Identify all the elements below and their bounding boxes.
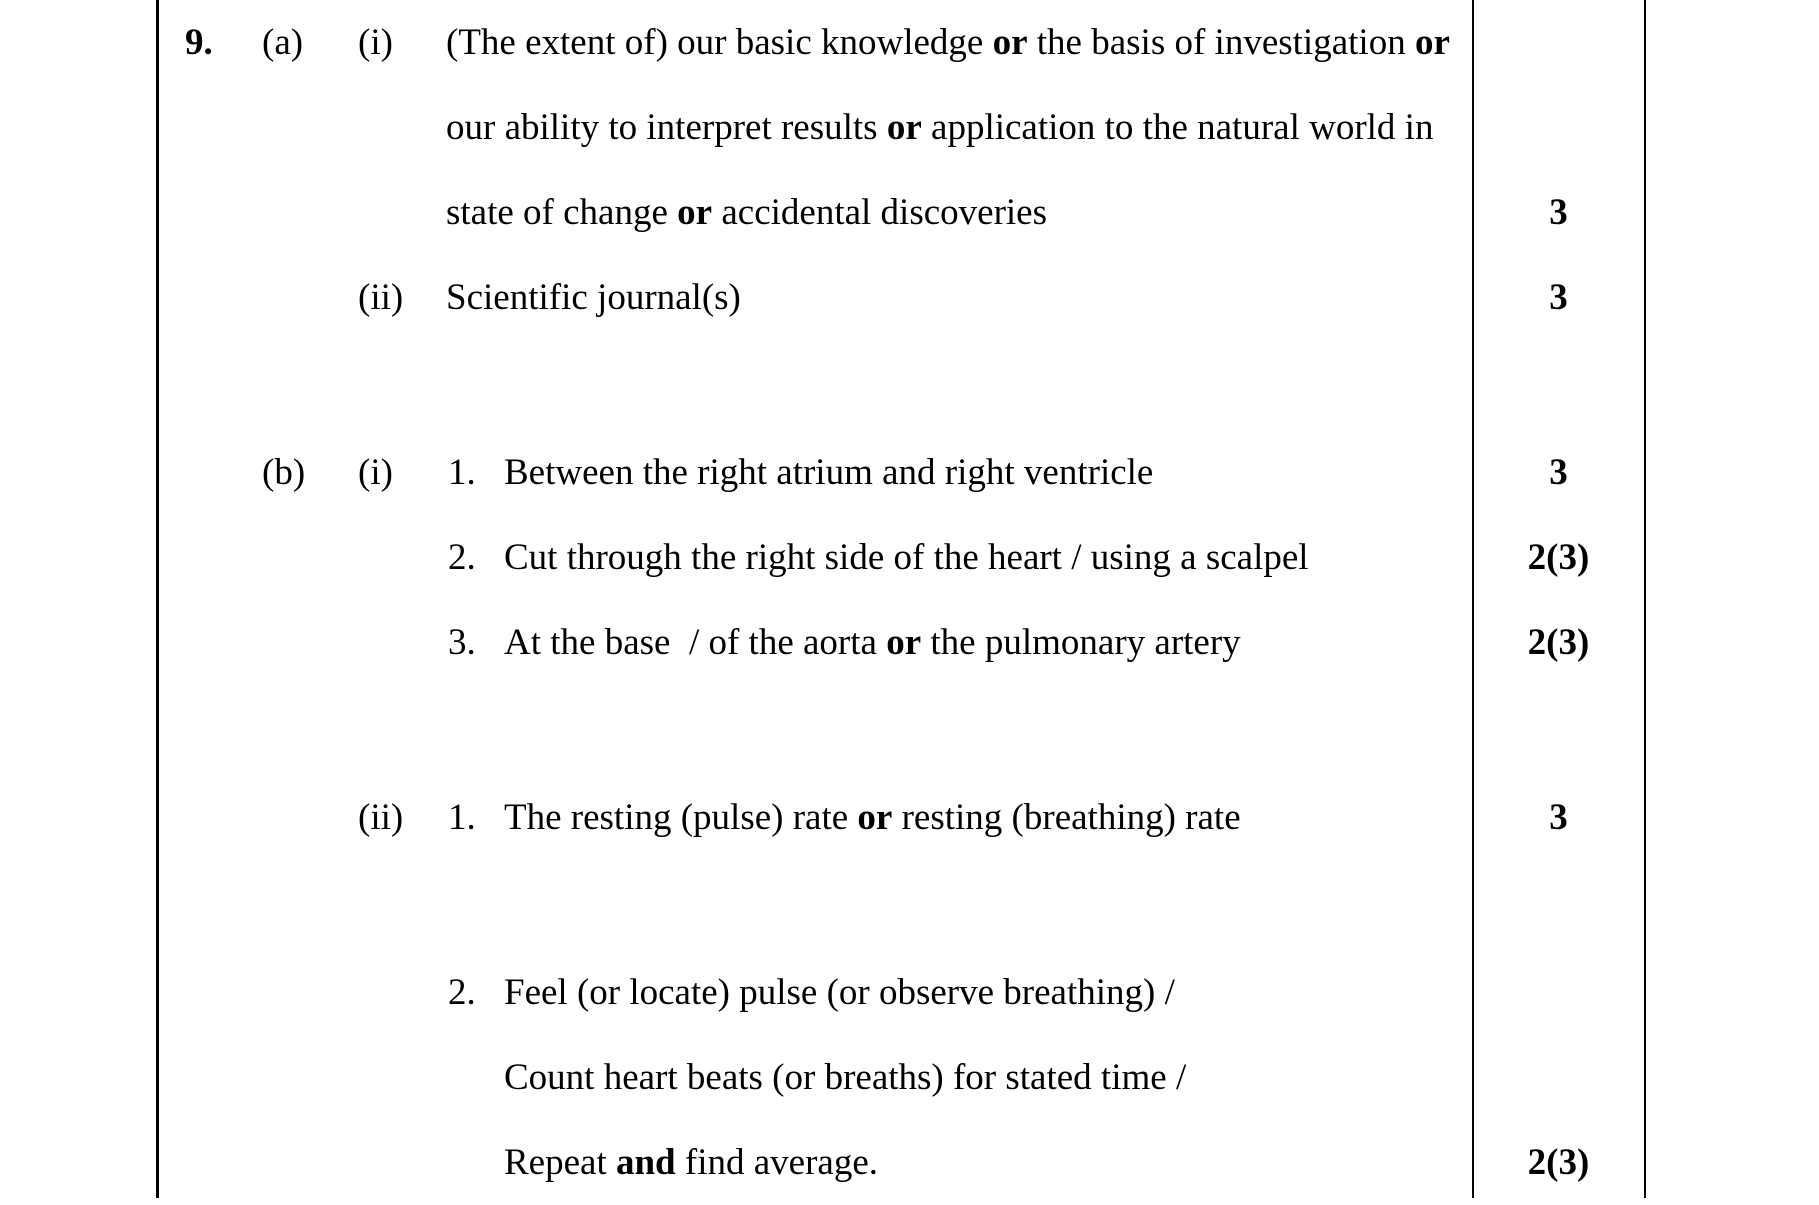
item-number: 1.: [448, 797, 476, 838]
mark-scheme-row: [156, 170, 1819, 255]
mark-scheme-row: [156, 1120, 1819, 1205]
part-label: (b): [262, 452, 306, 493]
part-label: (a): [262, 22, 304, 63]
text-segment: the basis of investigation: [1027, 22, 1415, 63]
text-segment: Scientific journal(s): [446, 277, 741, 318]
text-segment: Cut through the right side of the heart / using a scalpel: [504, 537, 1309, 578]
mark-scheme-row: [156, 775, 1819, 860]
mark-value: 3: [1549, 797, 1568, 838]
mark-value: 3: [1549, 452, 1568, 493]
answer-text: [504, 430, 1153, 515]
text-segment: find average.: [675, 1142, 879, 1183]
answer-text: [504, 515, 1309, 600]
mark-value: 3: [1549, 192, 1568, 233]
answer-text: [504, 600, 1241, 685]
text-segment: state of change: [446, 192, 678, 233]
answer-text: [504, 1035, 1186, 1120]
text-segment: Feel (or locate) pulse (or observe breathing) /: [504, 972, 1175, 1013]
answer-text: [446, 255, 741, 340]
mark-scheme-row: [156, 255, 1819, 340]
mark-value: 2(3): [1527, 622, 1590, 663]
mark-value: 2(3): [1527, 537, 1590, 578]
answer-text: [504, 775, 1241, 860]
text-segment: accidental discoveries: [712, 192, 1047, 233]
subpart-label: (ii): [358, 277, 404, 318]
text-segment: Count heart beats (or breaths) for stated time /: [504, 1057, 1187, 1098]
mark-scheme-row: [156, 85, 1819, 170]
text-segment: the pulmonary artery: [921, 622, 1241, 663]
mark-value: 3: [1549, 277, 1568, 318]
text-segment: Repeat: [504, 1142, 616, 1183]
text-segment: application to the natural world in: [921, 107, 1434, 148]
item-number: 2.: [448, 537, 476, 578]
answer-text: [446, 0, 1450, 85]
mark-scheme-row: [156, 515, 1819, 600]
question-number: 9.: [185, 22, 213, 63]
bold-keyword: or: [992, 22, 1028, 63]
subpart-label: (ii): [358, 797, 404, 838]
answer-text: [504, 950, 1175, 1035]
text-segment: The resting (pulse) rate: [504, 797, 858, 838]
answer-text: [446, 170, 1047, 255]
answer-text: [446, 85, 1433, 170]
mark-scheme-row: [156, 950, 1819, 1035]
bold-keyword: and: [615, 1142, 676, 1183]
bold-keyword: or: [886, 622, 922, 663]
text-segment: At the base / of the aorta: [504, 622, 887, 663]
item-number: 1.: [448, 452, 476, 493]
mark-scheme-row: [156, 600, 1819, 685]
text-segment: resting (breathing) rate: [892, 797, 1241, 838]
mark-scheme-row: [156, 430, 1819, 515]
answer-text: [504, 1120, 878, 1205]
item-number: 2.: [448, 972, 476, 1013]
subpart-label: (i): [358, 452, 393, 493]
marking-scheme-table: [156, 0, 1819, 1205]
subpart-label: (i): [358, 22, 393, 63]
item-number: 3.: [448, 622, 476, 663]
text-segment: our ability to interpret results: [446, 107, 887, 148]
mark-value: 2(3): [1527, 1142, 1590, 1183]
bold-keyword: or: [857, 797, 893, 838]
text-segment: Between the right atrium and right ventricle: [504, 452, 1154, 493]
mark-scheme-row: [156, 1035, 1819, 1120]
text-segment: (The extent of) our basic knowledge: [446, 22, 993, 63]
bold-keyword: or: [886, 107, 922, 148]
bold-keyword: or: [1414, 22, 1450, 63]
mark-scheme-row: [156, 0, 1819, 85]
bold-keyword: or: [677, 192, 713, 233]
